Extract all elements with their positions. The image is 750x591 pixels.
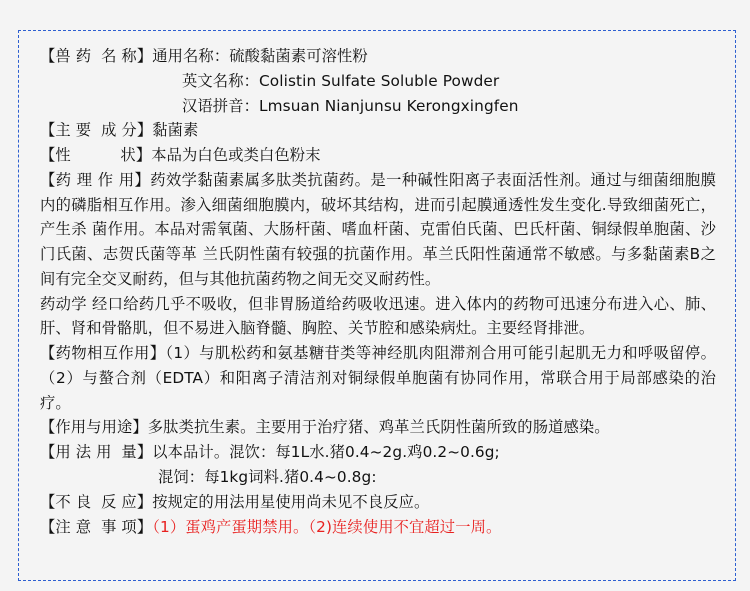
english-name-row [40, 69, 716, 94]
ingredient-label: 【主 要 成 分】 [40, 121, 153, 140]
pharmacology-row [40, 168, 716, 292]
usage-row [40, 415, 716, 440]
dosage-row [40, 440, 716, 465]
pharmacokinetics-row [40, 292, 716, 342]
pinyin-name-row [40, 94, 716, 119]
interaction-label: 【药物相互作用】 [40, 344, 166, 363]
ingredient-value: 黏菌素 [152, 121, 199, 140]
property-value: 本品为白色或类白色粉末 [151, 146, 321, 165]
dosage-value-2: 混饲：每1kg词料.猪0.4~0.8g: [158, 468, 377, 487]
property-row [40, 143, 716, 168]
adverse-row [40, 490, 716, 515]
notice-value: （1）蛋鸡产蛋期禁用。（2)连续使用不宜超过一周。 [152, 517, 502, 536]
english-name-value: Colistin Sulfate Soluble Powder [259, 71, 500, 90]
pharmacology-label: 【药 理 作 用】 [40, 170, 151, 189]
interaction-row [40, 341, 716, 415]
pharmacology-value: 药效学黏菌素属多肽类抗菌药。是一种碱性阳离子表面活性剂。通过与细菌细胞膜内的磷脂相互作用。渗入细菌细胞膜内，破坏其结构，进而引起膜通透性发生变化.导致细菌死亡，产生杀 菌作用。本品对需氧菌、大肠杆菌、嗜血杆菌、克雷伯氏菌、巴氏杆菌、铜绿假单胞菌、沙门氏菌、志贺氏菌等革 兰氏阴性菌有较强的抗菌作用。革兰氏阳性菌通常不敏感。与多黏菌素B之间有完全交叉耐药，但与其他抗菌药物之间无交叉耐药性。 [40, 170, 716, 288]
ingredient-row [40, 118, 716, 143]
dosage-row-second [40, 465, 716, 490]
adverse-label: 【不 良 反 应】 [40, 492, 153, 511]
common-name-value: 硫酸黏菌素可溶性粉 [229, 47, 368, 65]
pinyin-name-label: 汉语拼音： [182, 96, 259, 115]
adverse-value: 按规定的用法用星使用尚未见不良反应。 [152, 492, 430, 511]
drug-label-content [26, 34, 728, 539]
english-name-label: 英文名称： [182, 71, 259, 90]
drug-name-row [40, 44, 716, 69]
pharmacokinetics-value: 药动学 经口给药几乎不吸收，但非胃肠道给药吸收迅速。进入体内的药物可迅速分布进入心、肺、肝、肾和骨骼肌，但不易进入脑脊髓、胸腔、关节腔和感染病灶。主要经肾排泄。 [40, 294, 716, 338]
property-label: 【性 状】 [40, 146, 152, 165]
dosage-value: 以本品计。混饮：每1L水.猪0.4~2g.鸡0.2~0.6g; [152, 443, 500, 462]
dosage-label: 【用 法 用 量】 [40, 443, 153, 462]
notice-label: 【注 意 事 项】 [40, 517, 153, 536]
notice-row [40, 515, 716, 540]
common-name-label: 通用名称： [152, 47, 230, 65]
usage-label: 【作用与用途】 [40, 418, 148, 437]
drug-name-label: 【兽 药 名 称】 [40, 47, 153, 65]
interaction-value: （1）与肌松药和氨基糖苷类等神经肌肉阻滞剂合用可能引起肌无力和呼吸留停。（2）与螯合剂（EDTA）和阳离子清洁剂对铜绿假单胞菌有协同作用，常联合用于局部感染的治疗。 [40, 344, 716, 412]
usage-value: 多肽类抗生素。主要用于治疗猪、鸡革兰氏阴性菌所致的肠道感染。 [147, 418, 610, 437]
pinyin-name-value: Lmsuan Nianjunsu Kerongxingfen [259, 96, 519, 115]
